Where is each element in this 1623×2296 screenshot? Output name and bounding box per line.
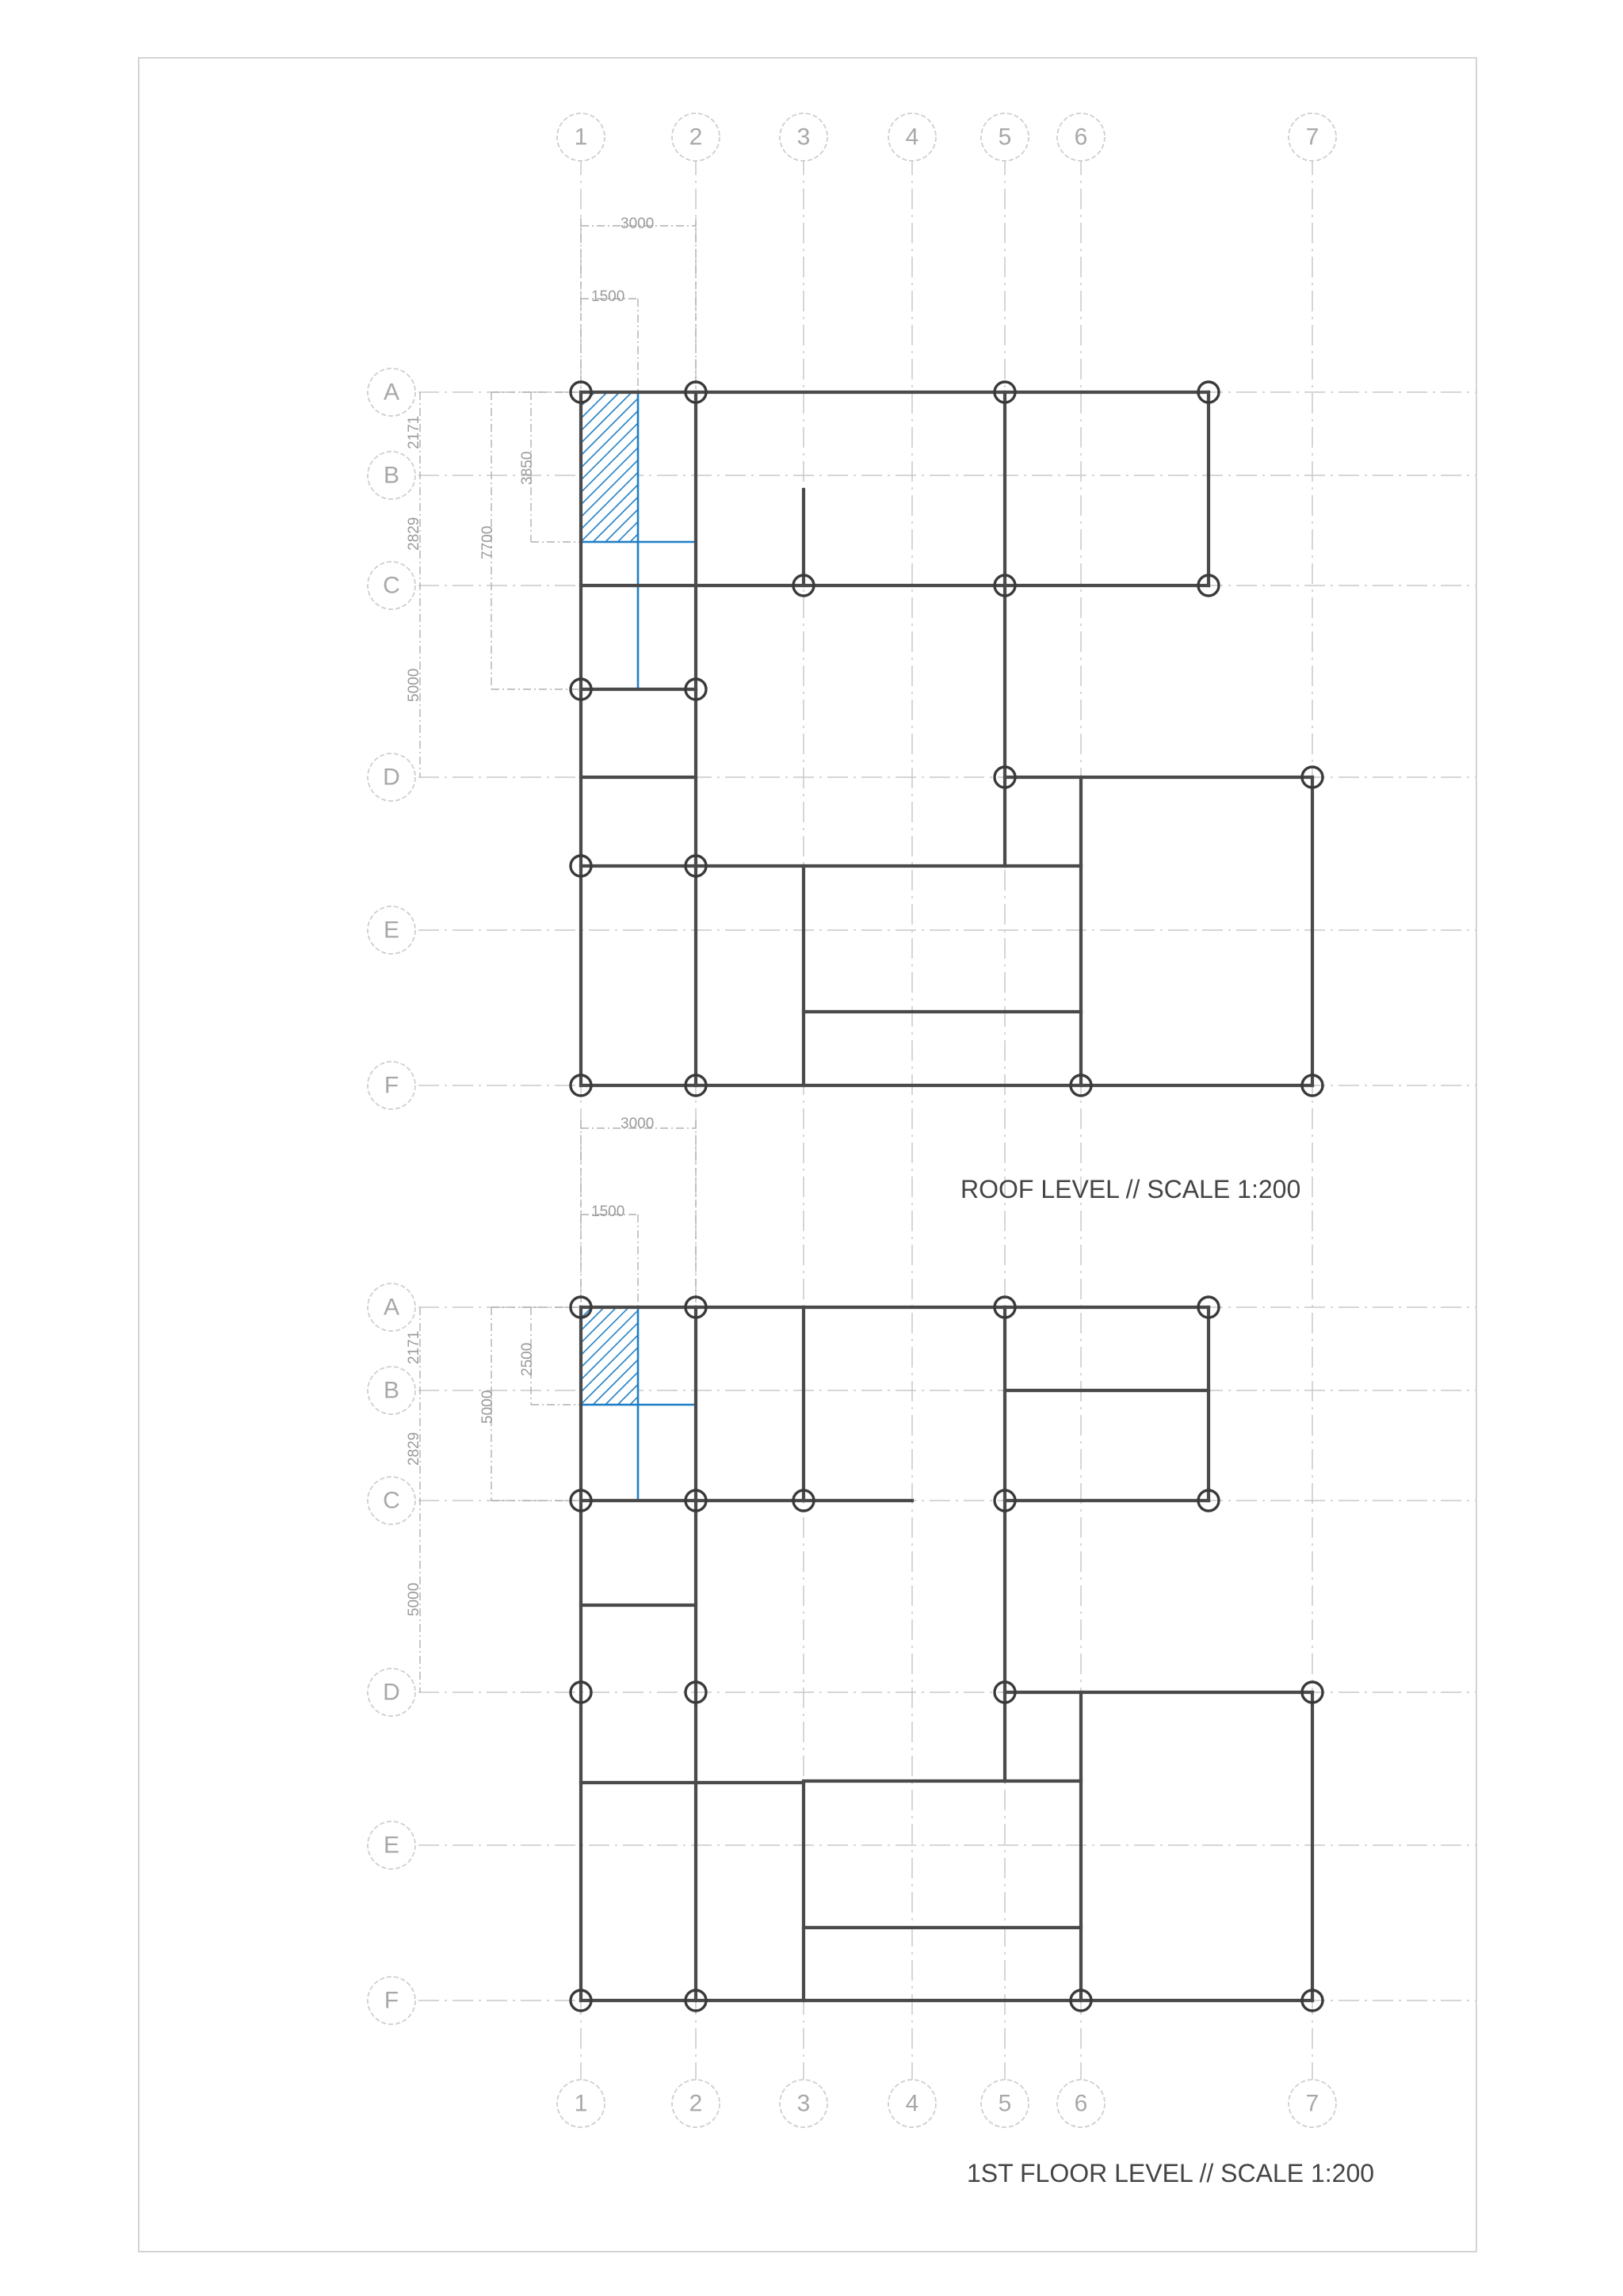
svg-text:5: 5 (998, 124, 1012, 151)
dim-left-7700: 7700 (479, 525, 496, 559)
svg-text:7: 7 (1305, 2090, 1319, 2117)
svg-text:1: 1 (574, 2090, 588, 2117)
svg-text:A: A (383, 1294, 400, 1321)
svg-text:B: B (383, 1377, 400, 1404)
svg-text:4: 4 (905, 2090, 919, 2117)
dim-top-1500: 1500 (591, 288, 625, 305)
column-bubble-7 (1289, 2080, 1336, 2127)
row-bubble-B (368, 452, 415, 499)
dim-left-2500: 2500 (519, 1342, 536, 1376)
svg-text:A: A (383, 379, 400, 406)
dim-left-2171: 2171 (406, 415, 422, 449)
row-bubble-D (368, 1669, 415, 1716)
column-bubble-4 (888, 113, 936, 161)
first-floor-plan-title: 1ST FLOOR LEVEL // SCALE 1:200 (967, 2159, 1375, 2187)
svg-text:E: E (383, 917, 400, 944)
svg-text:D: D (383, 1679, 400, 1706)
row-bubble-A (368, 368, 415, 416)
dim-left-5000: 5000 (406, 668, 422, 702)
svg-text:F: F (384, 1987, 399, 2014)
column-bubble-4 (888, 2080, 936, 2127)
svg-text:4: 4 (905, 124, 919, 151)
svg-text:C: C (383, 572, 400, 599)
column-bubble-5 (981, 113, 1029, 161)
dim-left-2829: 2829 (406, 517, 422, 551)
row-bubble-B (368, 1367, 415, 1414)
svg-text:6: 6 (1074, 2090, 1088, 2117)
svg-text:3: 3 (796, 2090, 811, 2117)
column-bubble-2 (672, 113, 720, 161)
column-bubble-6 (1057, 113, 1105, 161)
svg-text:1: 1 (574, 124, 588, 151)
column-bubble-5 (981, 2080, 1029, 2127)
row-bubble-E (368, 906, 415, 954)
dim-left-5000-b: 5000 (479, 1390, 496, 1424)
svg-text:5: 5 (998, 2090, 1012, 2117)
svg-text:F: F (384, 1072, 399, 1099)
row-bubble-C (368, 562, 415, 609)
row-bubble-C (368, 1477, 415, 1524)
column-bubble-7 (1289, 113, 1336, 161)
dim-left-2829: 2829 (406, 1432, 422, 1466)
svg-text:D: D (383, 764, 400, 791)
sheet-border (139, 58, 1476, 2252)
row-bubble-F (368, 1977, 415, 2024)
dim-top-1500: 1500 (591, 1203, 625, 1220)
svg-text:E: E (383, 1832, 400, 1859)
column-bubble-3 (780, 2080, 827, 2127)
column-bubble-3 (780, 113, 827, 161)
dim-top-3000: 3000 (621, 215, 655, 232)
dim-left-2171: 2171 (406, 1330, 422, 1364)
svg-text:6: 6 (1074, 124, 1088, 151)
svg-text:7: 7 (1305, 124, 1319, 151)
column-bubble-1 (557, 113, 605, 161)
dim-left-5000: 5000 (406, 1582, 422, 1616)
svg-text:2: 2 (689, 2090, 703, 2117)
roof-plan-title: ROOF LEVEL // SCALE 1:200 (960, 1175, 1301, 1203)
row-bubble-A (368, 1283, 415, 1331)
dim-left-3850: 3850 (519, 451, 536, 485)
svg-text:2: 2 (689, 124, 703, 151)
row-bubble-D (368, 753, 415, 801)
row-bubble-F (368, 1062, 415, 1109)
svg-text:C: C (383, 1487, 400, 1514)
svg-text:B: B (383, 462, 400, 489)
row-bubble-E (368, 1821, 415, 1869)
column-bubble-1 (557, 2080, 605, 2127)
dim-top-3000: 3000 (621, 1116, 655, 1132)
svg-text:3: 3 (796, 124, 811, 151)
column-bubble-2 (672, 2080, 720, 2127)
column-bubble-6 (1057, 2080, 1105, 2127)
